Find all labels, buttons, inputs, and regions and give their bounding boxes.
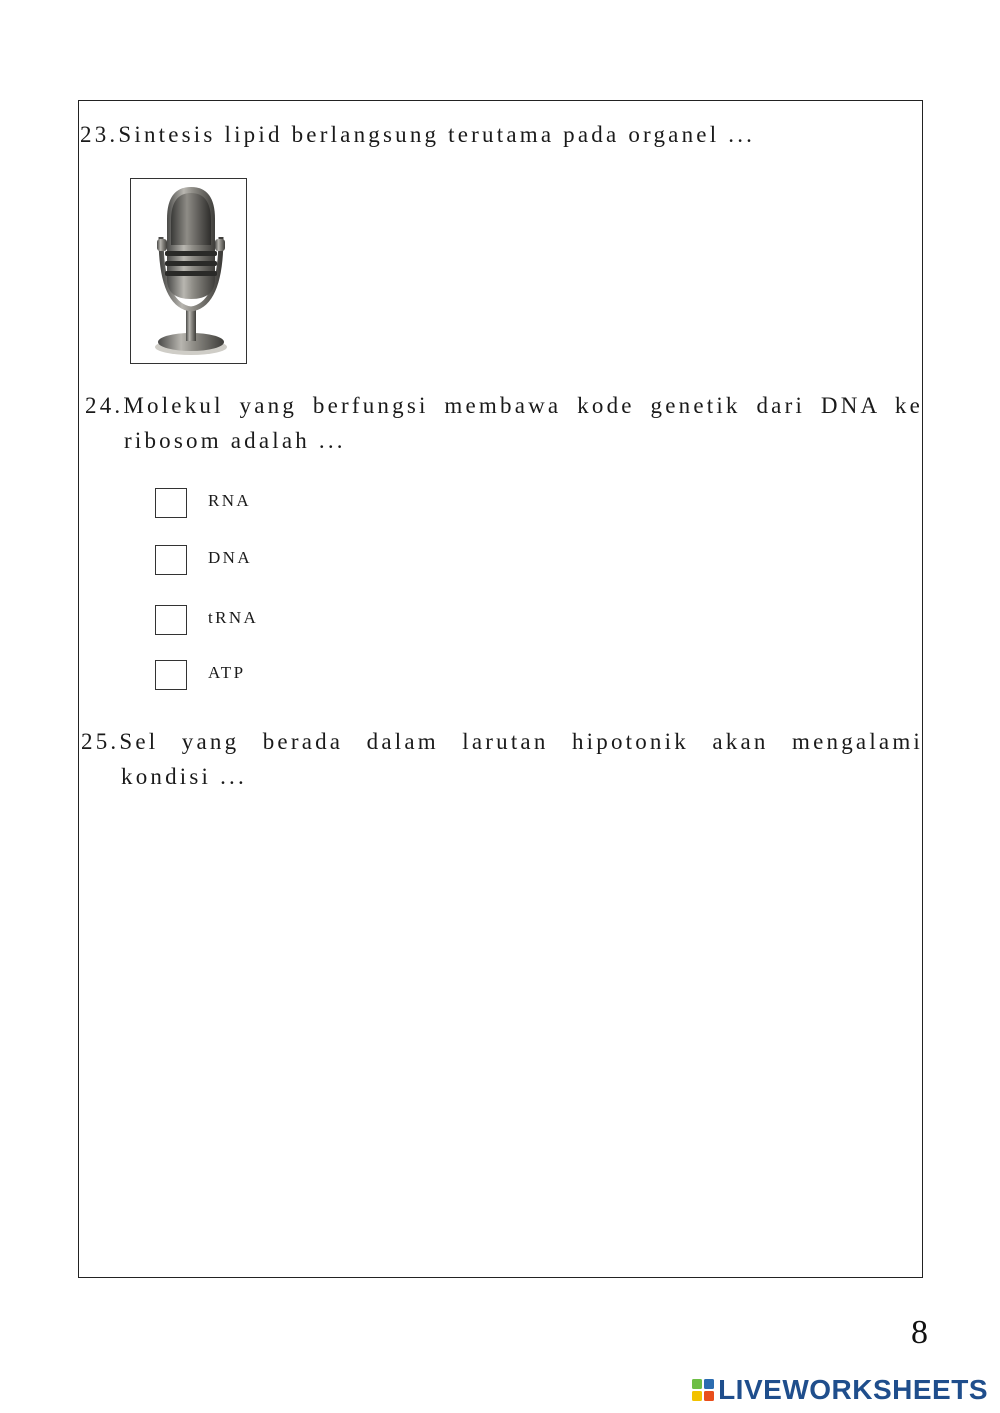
- microphone-icon: [131, 179, 246, 363]
- option-checkbox[interactable]: [155, 660, 187, 690]
- question-number: 24.: [85, 393, 124, 418]
- question-text-line1: Molekul yang berfungsi membawa kode genetik dari DNA ke: [123, 393, 923, 418]
- question-number: 23.: [80, 122, 119, 147]
- option-label: DNA: [208, 548, 253, 567]
- brand-name: LIVEWORKSHEETS: [718, 1374, 988, 1405]
- liveworksheets-brand[interactable]: [692, 1374, 988, 1406]
- question-23-image: [130, 178, 247, 364]
- question-line: [81, 724, 923, 759]
- option-checkbox[interactable]: [155, 605, 187, 635]
- question-text: Sintesis lipid berlangsung terutama pada organel ...: [118, 122, 756, 147]
- question-text-line2: kondisi ...: [121, 764, 247, 789]
- option-label: RNA: [208, 491, 252, 510]
- question-24: [85, 388, 923, 458]
- option-label: tRNA: [208, 608, 259, 627]
- page-number: 8: [911, 1314, 928, 1351]
- question-25: [81, 724, 923, 794]
- question-text-line2: ribosom adalah ...: [124, 428, 346, 453]
- question-23: [80, 117, 755, 152]
- option-label: ATP: [208, 663, 246, 682]
- liveworksheets-logo-icon: [692, 1379, 714, 1401]
- question-text-line1: Sel yang berada dalam larutan hipotonik akan mengalami: [119, 729, 923, 754]
- question-number: 25.: [81, 729, 120, 754]
- option-checkbox[interactable]: [155, 488, 187, 518]
- question-line: [85, 388, 923, 423]
- option-checkbox[interactable]: [155, 545, 187, 575]
